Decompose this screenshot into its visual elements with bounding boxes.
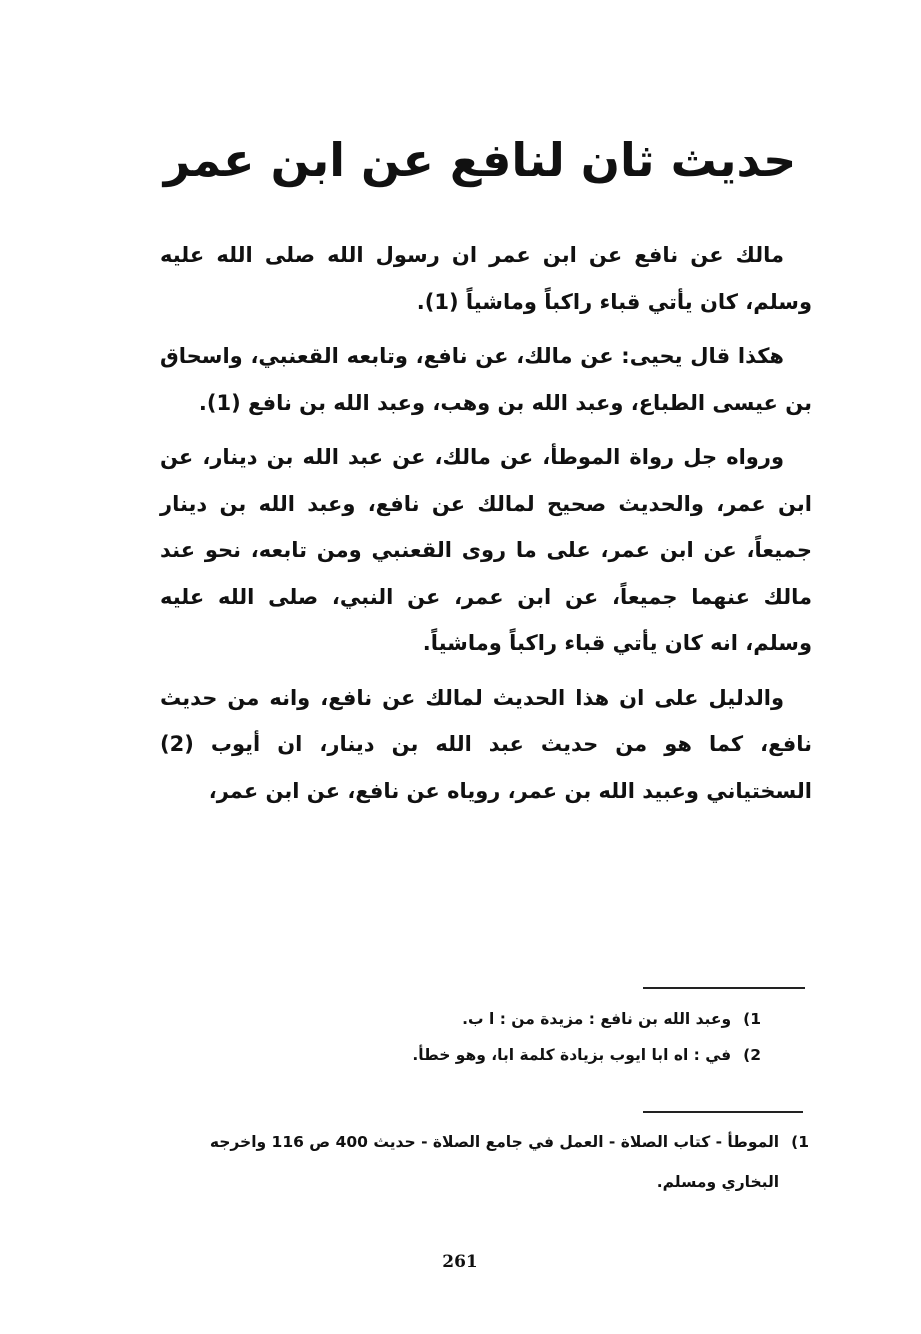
footnote xyxy=(121,1037,761,1073)
footnote xyxy=(121,1001,761,1037)
author-footnotes xyxy=(161,1122,809,1202)
footnote-divider xyxy=(643,987,805,989)
footnote-text: وعبد الله بن نافع : مزيدة من : ا ب. xyxy=(462,1010,732,1028)
footnote-number: 1) xyxy=(791,1133,809,1151)
page-number: 261 xyxy=(442,1252,478,1272)
footnote-text: في : اه ابا ايوب بزيادة كلمة ابا، وهو خطأ. xyxy=(412,1046,732,1064)
footnote-text: الموطأ - كتاب الصلاة - العمل في جامع الصلاة - حديث 400 ص 116 واخرجه البخاري ومسلم. xyxy=(209,1133,780,1191)
footnote-number: 2) xyxy=(743,1046,761,1064)
paragraph: ورواه جل رواة الموطأ، عن مالك، عن عبد الله بن دينار، عن ابن عمر، والحديث صحيح لمالك عن نافع، وعبد الله بن دينار جميعاً، عن ابن عمر، على ما روى القعنبي ومن تابعه، نحو عند مالك عنهما جميعاً، عن ابن عمر، عن النبي، صلى الله عليه وسلم، انه كان يأتي قباء راكباً وماشياً. xyxy=(160,445,812,655)
footnote xyxy=(161,1122,809,1202)
editor-footnotes xyxy=(121,1001,761,1073)
paragraph: والدليل على ان هذا الحديث لمالك عن نافع، وانه من حديث نافع، كما هو من حديث عبد الله بن دينار، ان أيوب (2) السختياني وعبيد الله بن عمر، روياه عن نافع، عن ابن عمر، xyxy=(160,685,812,803)
paragraph: مالك عن نافع عن ابن عمر ان رسول الله صلى الله عليه وسلم، كان يأتي قباء راكباً وماشياً (1). xyxy=(160,243,812,314)
chapter-title: حديث ثان لنافع عن ابن عمر xyxy=(163,133,797,187)
main-text xyxy=(160,232,812,822)
footnote-divider xyxy=(643,1111,803,1113)
paragraph: هكذا قال يحيى: عن مالك، عن نافع، وتابعه القعنبي، واسحاق بن عيسى الطباع، وعبد الله بن وهب، وعبد الله بن نافع (1). xyxy=(160,344,812,415)
footnote-number: 1) xyxy=(743,1010,761,1028)
